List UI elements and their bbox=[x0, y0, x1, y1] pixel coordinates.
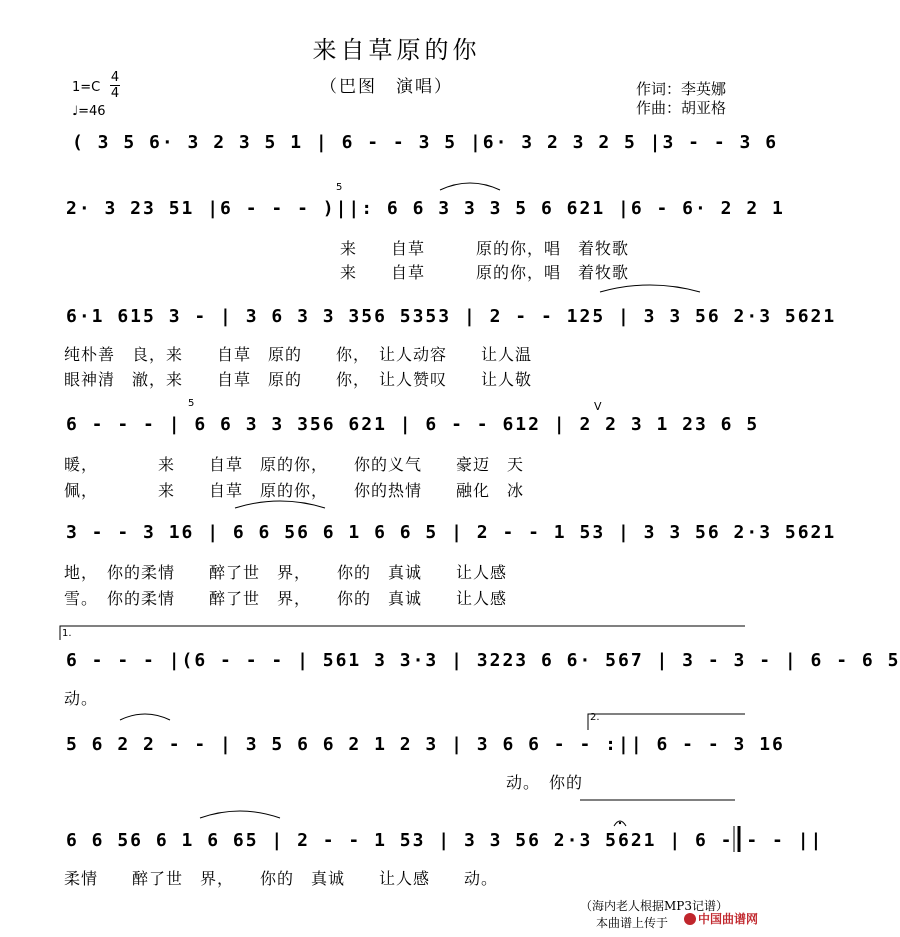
notation-row-1: ( 3 5 6· 3 2 3 5 1 | 6 - - 3 5 |6· 3 2 3 2 5 |3 - - 3 6 bbox=[72, 132, 779, 153]
fermata-dot bbox=[619, 822, 621, 824]
notation-row-8: 6 6 56 6 1 6 65 | 2 - - 1 53 | 3 3 56 2·3 5621 | 6 - - - || bbox=[66, 830, 824, 851]
lyric-row-2-verse-1: 来 自草 原的你，唱 着牧歌 bbox=[340, 239, 630, 258]
song-title: 来自草原的你 bbox=[312, 36, 481, 64]
lyricist-credit: 作词：李英娜 bbox=[636, 80, 727, 98]
volta-2-label: 2. bbox=[590, 712, 600, 723]
composer-credit: 作曲：胡亚格 bbox=[636, 99, 727, 117]
quarter-note-icon: ♩ bbox=[72, 104, 79, 119]
slur-arc bbox=[600, 285, 700, 292]
notation-row-4: 6 - - - | 6 6 3 3 356 621 | 6 - - 612 | 2 2 3 1 23 6 5 bbox=[66, 414, 760, 435]
lyric-row-8: 柔情 醉了世 界， 你的 真诚 让人感 动。 bbox=[64, 869, 499, 888]
key-signature: 1=C bbox=[72, 80, 101, 95]
notation-row-2: 2· 3 23 51 |6 - - - )||: 6 6 3 3 3 5 6 621 |6 - 6· 2 2 1 bbox=[66, 198, 785, 219]
tempo-value: =46 bbox=[78, 104, 106, 119]
notation-row-3: 6·1 615 3 - | 3 6 3 3 356 5353 | 2 - - 125 | 3 3 56 2·3 5621 bbox=[66, 306, 837, 327]
lyric-row-6: 动。 bbox=[64, 689, 99, 708]
segno-mark-2: 5 bbox=[188, 398, 195, 409]
volta-1-bracket bbox=[60, 626, 745, 640]
time-signature-bottom: 4 bbox=[110, 86, 120, 101]
site-logo-icon bbox=[684, 913, 696, 925]
lyric-row-3-verse-1: 纯朴善 良，来 自草 原的 你， 让人动容 让人温 bbox=[64, 345, 533, 364]
breath-mark: V bbox=[594, 400, 602, 413]
lyric-row-2-verse-2: 来 自草 原的你，唱 着牧歌 bbox=[340, 263, 630, 282]
notation-row-5: 3 - - 3 16 | 6 6 56 6 1 6 6 5 | 2 - - 1 53 | 3 3 56 2·3 5621 bbox=[66, 522, 837, 543]
slur-arc bbox=[200, 811, 280, 818]
slur-arc bbox=[440, 183, 500, 190]
notation-row-7: 5 6 2 2 - - | 3 5 6 6 2 1 2 3 | 3 6 6 - - :|| 6 - - 3 16 bbox=[66, 734, 785, 755]
slur-arc bbox=[235, 501, 325, 508]
lyric-row-5-verse-1: 地， 你的柔情 醉了世 界， 你的 真诚 让人感 bbox=[64, 563, 508, 582]
lyric-row-4-verse-2: 佩， 来 自草 原的你， 你的热情 融化 冰 bbox=[64, 481, 525, 500]
lyric-row-4-verse-1: 暖， 来 自草 原的你， 你的义气 豪迈 天 bbox=[64, 455, 525, 474]
time-signature-top: 4 bbox=[110, 70, 120, 85]
lyric-row-7: 动。 你的 bbox=[64, 773, 584, 792]
segno-mark: 5 bbox=[336, 182, 343, 193]
volta-2-bracket bbox=[588, 714, 745, 730]
slur-arc bbox=[120, 714, 170, 720]
transcription-note: （海内老人根据MP3记谱） bbox=[580, 899, 728, 913]
notation-row-6: 6 - - - |(6 - - - | 561 3 3·3 | 3223 6 6· 567 | 3 - 3 - | 6 - 6 5 bbox=[66, 650, 900, 671]
volta-1-label: 1. bbox=[62, 628, 72, 639]
lyric-row-5-verse-2: 雪。 你的柔情 醉了世 界， 你的 真诚 让人感 bbox=[64, 589, 508, 608]
performer-subtitle: （巴图 演唱） bbox=[320, 77, 453, 97]
upload-note: 本曲谱上传于 bbox=[596, 916, 669, 930]
lyric-row-3-verse-2: 眼神清 澈，来 自草 原的 你， 让人赞叹 让人敬 bbox=[64, 370, 533, 389]
site-logo[interactable] bbox=[684, 910, 758, 927]
site-name: 中国曲谱网 bbox=[698, 912, 759, 926]
